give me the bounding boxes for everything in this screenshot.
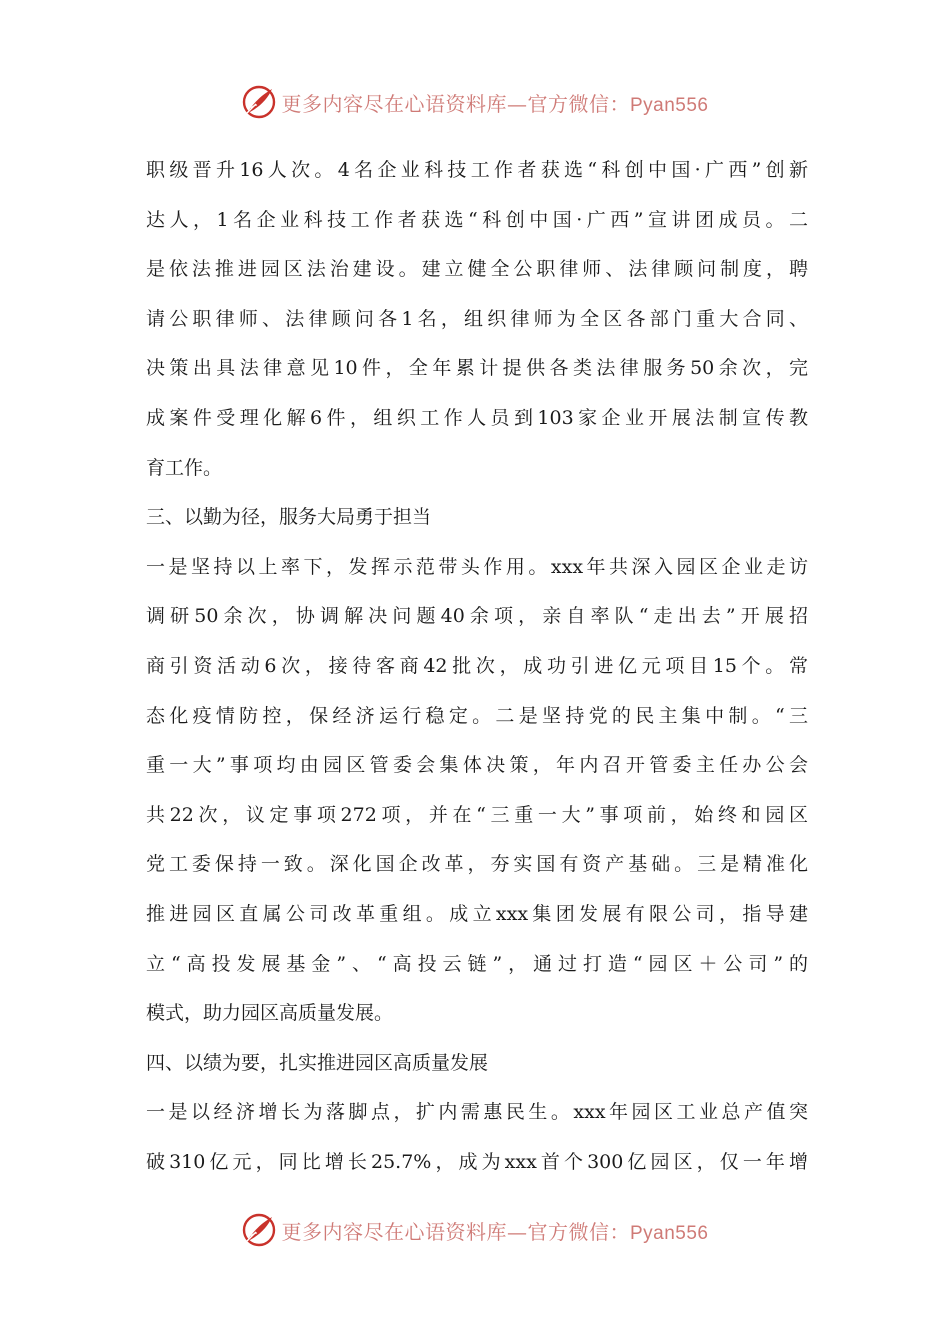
text-line: 达人，1名企业科技工作者获选“科创中国·广西”宣讲团成员。二	[146, 208, 808, 231]
text-line: 四、以绩为要，扎实推进园区高质量发展	[146, 1051, 489, 1074]
document-body	[146, 146, 808, 1187]
text-line: 请公职律师、法律顾问各1名，组织律师为全区各部门重大合同、	[146, 307, 808, 330]
text-line: 商引资活动6次，接待客商42批次，成功引进亿元项目15个。常	[146, 654, 808, 677]
text-line: 一是以经济增长为落脚点，扩内需惠民生。xxx年园区工业总产值突	[146, 1101, 808, 1124]
text-line: 决策出具法律意见10件，全年累计提供各类法律服务50余次，完	[146, 357, 808, 380]
text-line: 一是坚持以上率下，发挥示范带头作用。xxx年共深入园区企业走访	[146, 555, 808, 578]
banner-label: 更多内容尽在心语资料库—官方微信：	[281, 1219, 630, 1244]
banner-text	[281, 1216, 708, 1245]
footer-banner	[0, 1210, 950, 1250]
banner-wechat-id: Pyan556	[629, 1222, 709, 1244]
text-line: 推进园区直属公司改革重组。成立xxx集团发展有限公司，指导建	[146, 902, 808, 925]
banner-label: 更多内容尽在心语资料库—官方微信：	[281, 91, 630, 116]
text-line: 成案件受理化解6件，组织工作人员到103家企业开展法制宣传教	[146, 406, 808, 429]
banner-text	[281, 88, 708, 117]
header-banner	[0, 82, 950, 122]
text-line: 立“高投发展基金”、“高投云链”，通过打造“园区＋公司”的	[146, 952, 808, 975]
text-line: 调研50余次，协调解决问题40余项，亲自率队“走出去”开展招	[146, 605, 808, 628]
text-line: 育工作。	[146, 456, 223, 479]
text-line: 破310亿元，同比增长25.7%，成为xxx首个300亿园区，仅一年增	[146, 1150, 808, 1173]
text-line: 共22次，议定事项272项，并在“三重一大”事项前，始终和园区	[146, 803, 808, 826]
quill-logo-icon	[241, 84, 277, 120]
text-line: 职级晋升16人次。4名企业科技工作者获选“科创中国·广西”创新	[146, 159, 808, 181]
banner-wechat-id: Pyan556	[629, 94, 709, 116]
text-line: 三、以勤为径，服务大局勇于担当	[146, 506, 432, 529]
text-line: 态化疫情防控，保经济运行稳定。二是坚持党的民主集中制。“三	[146, 704, 808, 727]
text-line: 是依法推进园区法治建设。建立健全公职律师、法律顾问制度，聘	[146, 258, 808, 281]
text-line: 模式，助力园区高质量发展。	[146, 1002, 394, 1025]
text-line: 党工委保持一致。深化国企改革，夯实国有资产基础。三是精准化	[146, 853, 808, 876]
quill-logo-icon	[241, 1212, 277, 1248]
text-line: 重一大”事项均由园区管委会集体决策，年内召开管委主任办公会	[146, 754, 808, 777]
